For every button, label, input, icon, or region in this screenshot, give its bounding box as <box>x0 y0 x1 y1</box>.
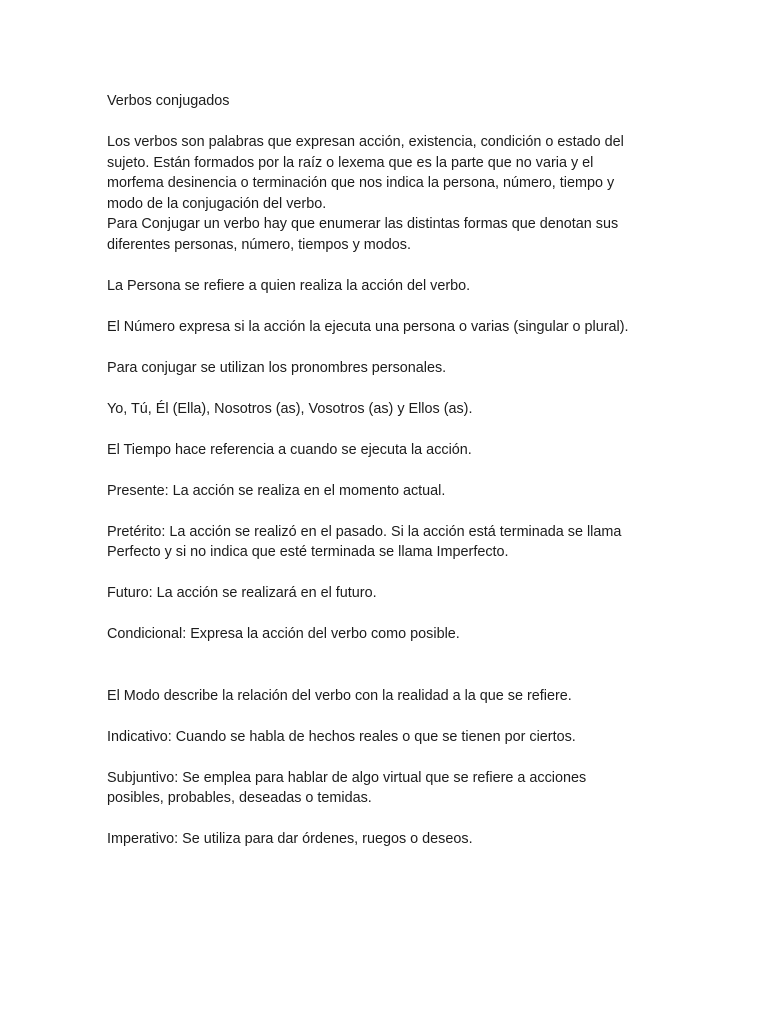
intro-line: morfema desinencia o terminación que nos indica la persona, número, tiempo y <box>107 175 615 191</box>
intro-paragraph <box>107 132 707 255</box>
presente-paragraph: Presente: La acción se realiza en el momento actual. <box>107 482 446 499</box>
tiempo-paragraph: El Tiempo hace referencia a cuando se ejecuta la acción. <box>107 441 472 458</box>
intro-line: diferentes personas, número, tiempos y modos. <box>107 236 411 253</box>
persona-paragraph: La Persona se refiere a quien realiza la acción del verbo. <box>107 277 471 294</box>
intro-line: Para Conjugar un verbo hay que enumerar las distintas formas que denotan sus <box>107 216 619 232</box>
modo-paragraph: El Modo describe la relación del verbo con la realidad a la que se refiere. <box>107 687 572 704</box>
subjuntivo-line: posibles, probables, deseadas o temidas. <box>107 790 372 806</box>
document-page <box>107 91 707 850</box>
condicional-paragraph: Condicional: Expresa la acción del verbo como posible. <box>107 626 460 642</box>
intro-line: sujeto. Están formados por la raíz o lexema que es la parte que no varia y el <box>107 154 594 171</box>
preterito-paragraph <box>107 522 707 563</box>
preterito-line: Pretérito: La acción se realizó en el pasado. Si la acción está terminada se llama <box>107 523 622 540</box>
pronombres-paragraph: Yo, Tú, Él (Ella), Nosotros (as), Vosotros (as) y Ellos (as). <box>107 400 473 417</box>
subjuntivo-line: Subjuntivo: Se emplea para hablar de algo virtual que se refiere a acciones <box>107 769 587 786</box>
preterito-line: Perfecto y si no indica que esté terminada se llama Imperfecto. <box>107 544 509 560</box>
imperativo-paragraph: Imperativo: Se utiliza para dar órdenes, ruegos o deseos. <box>107 831 473 847</box>
intro-line: modo de la conjugación del verbo. <box>107 195 327 212</box>
futuro-paragraph: Futuro: La acción se realizará en el futuro. <box>107 585 377 601</box>
numero-paragraph: El Número expresa si la acción la ejecuta una persona o varias (singular o plural). <box>107 318 629 335</box>
pronombres-intro-paragraph: Para conjugar se utilizan los pronombres personales. <box>107 359 447 376</box>
subjuntivo-paragraph <box>107 768 707 809</box>
indicativo-paragraph: Indicativo: Cuando se habla de hechos reales o que se tienen por ciertos. <box>107 728 576 745</box>
intro-line: Los verbos son palabras que expresan acción, existencia, condición o estado del <box>107 134 624 150</box>
document-title: Verbos conjugados <box>107 93 230 109</box>
